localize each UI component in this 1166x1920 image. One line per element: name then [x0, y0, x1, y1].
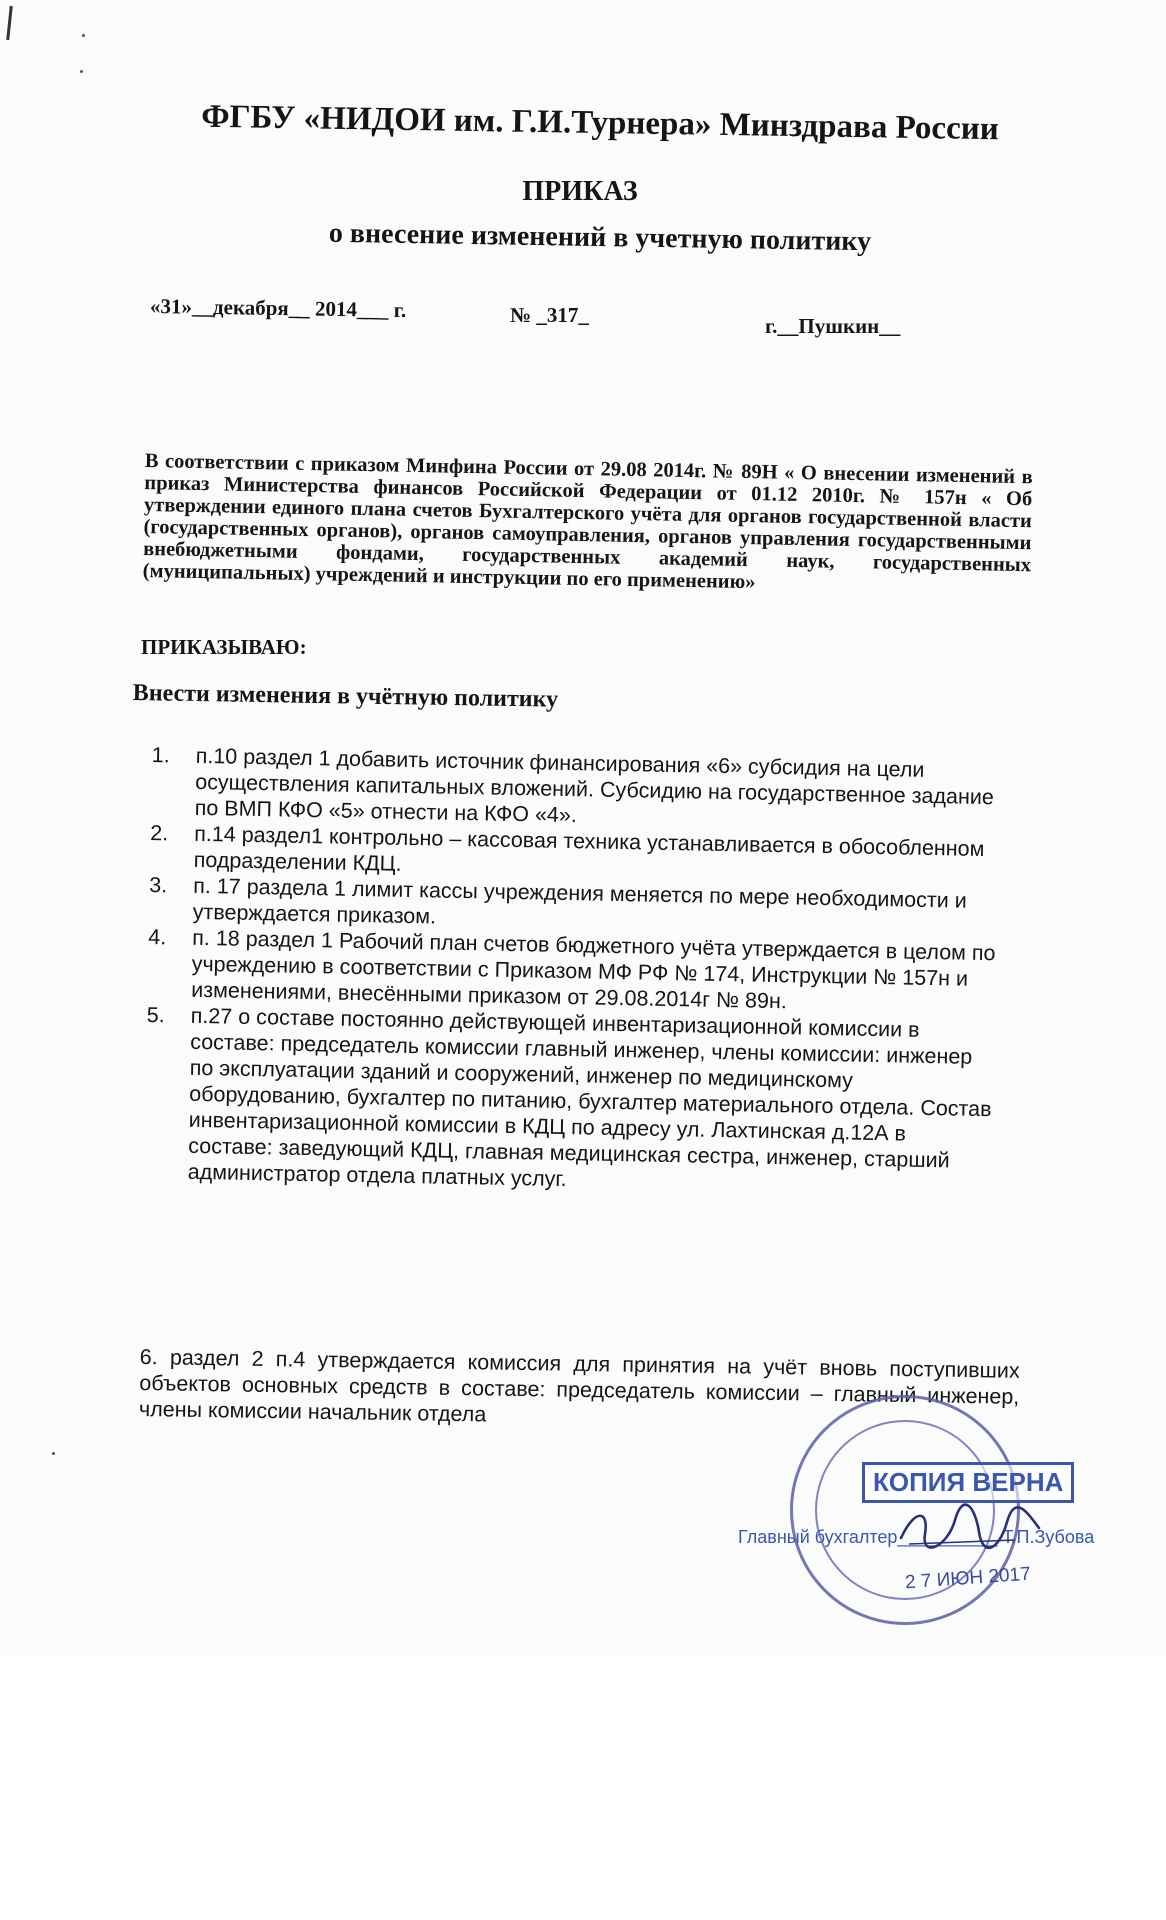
item-number: 3. [149, 872, 168, 898]
chief-accountant-line: Главный бухгалтер__________ Т.П.Зубова [738, 1527, 1095, 1547]
lead-statement: Внести изменения в учётную политику [132, 680, 559, 713]
item-text: п.27 о составе постоянно действующей инвентаризационной комиссии в составе: председатель комиссии главный инженер, члены комиссии: инженер по эксплуатации зданий и сооружений, инженер по медицинскому оборудованию, бухгалтер по питанию, бухгалтер материального отдела. Состав инвентаризационной комиссии в КДЦ по адресу ул. Лахтинская д.12А в составе: заведующий КДЦ, главная медицинская сестра, инженер, старший администратор отдела платных услуг. [187, 1003, 992, 1192]
changes-list [144, 742, 1002, 1200]
signature-mark [895, 1498, 1045, 1558]
corner-mark [6, 6, 13, 40]
order-number: № _317_ [510, 303, 589, 327]
item-number: 5. [146, 1002, 165, 1028]
item-text: п.10 раздел 1 добавить источник финансирования «6» субсидия на цели осуществления капитальных вложений. Субсидию на государственное задание по ВМП КФО «5» отнести на КФО «4». [194, 743, 995, 828]
document-subtitle: о внесение изменений в учетную политику [328, 217, 872, 258]
item-text: п. 17 раздела 1 лимит кассы учреждения меняется по мере необходимости и утверждается приказом. [192, 873, 967, 929]
order-keyword: ПРИКАЗЫВАЮ: [141, 635, 307, 659]
organization-name: ФГБУ «НИДОИ им. Г.И.Турнера» Минздрава России [200, 98, 1000, 148]
document-title: ПРИКАЗ [522, 176, 638, 207]
item-text: п.14 раздел1 контрольно – кассовая техника устанавливается в обособленном подразделении КДЦ. [193, 821, 985, 876]
stamp-date: 2 7 ИЮН 2017 [904, 1563, 1032, 1594]
copy-certified-stamp: КОПИЯ ВЕРНА [862, 1462, 1074, 1503]
scan-dot [80, 70, 83, 73]
item-number: 2. [150, 820, 169, 846]
intro-paragraph: В соответствии с приказом Минфина России от 29.08 2014г. № 89Н « О внесении изменений в приказ Министерства финансов Российской Федерации от 01.12 2010г. № 157н « Об утверждении единого плана счетов Бухгалтерского учёта для органов государственной власти (государственных органов), органов самоуправления, органов управления государственными внебюджетными фондами, государственных академий наук, государственных (муниципальных) учреждений и инструкции по его применению» [142, 450, 1033, 594]
blank-margin [0, 1655, 1166, 1920]
order-date: «31»__декабря__ 2014___ г. [149, 293, 407, 323]
item-number: 4. [148, 924, 167, 950]
scan-dot [82, 34, 85, 37]
item-text: п. 18 раздел 1 Рабочий план счетов бюджетного учёта утверждается в целом по учреждению в соответствии с Приказом МФ РФ № 174, Инструкции № 157н и изменениями, внесёнными приказом от 29.08.2014г № 89н. [191, 925, 996, 1014]
item-number: 1. [151, 742, 170, 768]
list-item [144, 1002, 997, 1200]
order-city: г.__Пушкин__ [765, 314, 901, 338]
item-six-paragraph: 6. раздел 2 п.4 утверждается комиссия для принятия на учёт вновь поступивших объектов основных средств в составе: председатель комиссии – главный инженер, члены комиссии начальник отдела [138, 1344, 1020, 1427]
scan-dot [52, 1452, 55, 1455]
